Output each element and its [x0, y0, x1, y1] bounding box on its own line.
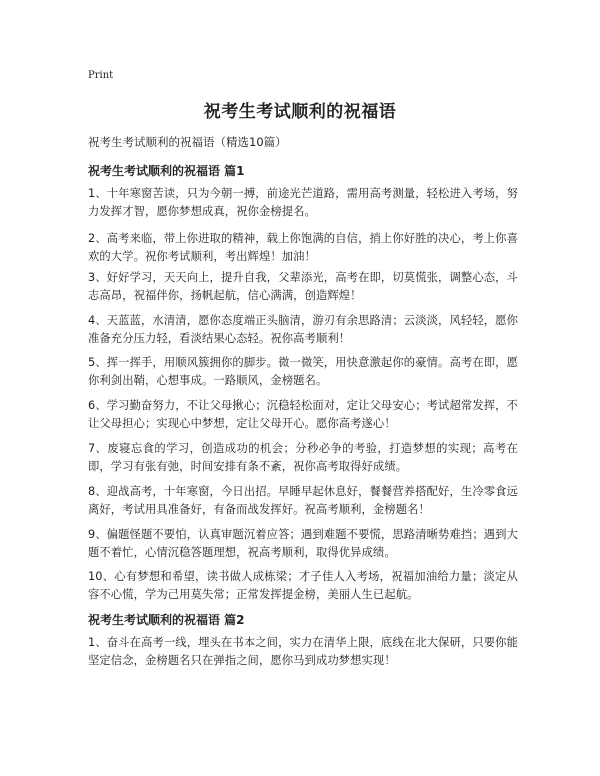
- print-link[interactable]: Print: [88, 70, 114, 81]
- paragraph: 7、废寝忘食的学习，创造成功的机会；分秒必争的考验，打造梦想的实现；高考在即，学习有张有弛，时间安排有条不紊，祝你高考取得好成绩。: [88, 442, 518, 473]
- paragraph: 6、学习勤奋努力，不让父母揪心；沉稳轻松面对，定让父母安心；考试超常发挥，不让父母担心；实现心中梦想，定让父母开心。愿你高考遂心！: [88, 399, 518, 430]
- paragraph: 8、迎战高考，十年寒窗，今日出招。早睡早起休息好，餐餐营养搭配好，生冷零食远离好，考试用具准备好，有备而战发挥好。祝高考顺利，金榜题名！: [88, 485, 518, 516]
- paragraph: 5、挥一挥手，用顺风簇拥你的脚步。微一微笑，用快意激起你的豪情。高考在即，愿你利剑出鞘，心想事成。一路顺风，金榜题名。: [88, 356, 518, 387]
- paragraph: 9、偏题怪题不要怕，认真审题沉着应答；遇到难题不要慌，思路清晰势难挡；遇到大题不着忙，心情沉稳答题理想，祝高考顺利，取得优异成绩。: [88, 528, 518, 559]
- section-heading-2: 祝考生考试顺利的祝福语 篇2: [88, 613, 245, 627]
- paragraph: 1、奋斗在高考一线，埋头在书本之间，实力在清华上限，底线在北大保研，只要你能坚定信念，金榜题名只在弹指之间，愿你马到成功梦想实现！: [88, 636, 518, 667]
- document-subtitle: 祝考生考试顺利的祝福语（精选10篇）: [88, 135, 287, 149]
- paragraph: 2、高考来临，带上你进取的精神，载上你饱满的自信，捎上你好胜的决心，考上你喜欢的大学。祝你考试顺利，考出辉煌！加油！: [88, 232, 518, 263]
- page-title: 祝考生考试顺利的祝福语: [203, 102, 397, 122]
- paragraph: 3、好好学习，天天向上，提升自我，父辈添光，高考在即，切莫慌张，调整心态，斗志高昂，祝福伴你，扬帆起航，信心满满，创造辉煌！: [88, 271, 518, 302]
- paragraph: 4、天蓝蓝，水清清，愿你态度端正头脑清，游刃有余思路清；云淡淡，风轻轻，愿你准备充分压力轻，看淡结果心态轻。祝你高考顺利！: [88, 314, 518, 345]
- section-heading-1: 祝考生考试顺利的祝福语 篇1: [88, 164, 245, 178]
- paragraph: 1、十年寒窗苦读，只为今朝一搏，前途光芒道路，需用高考测量，轻松进入考场，努力发挥才智，愿你梦想成真，祝你金榜提名。: [88, 187, 518, 218]
- paragraph: 10、心有梦想和希望，读书做人成栋梁；才子佳人入考场，祝福加油给力量；淡定从容不心慌，学为己用莫失常；正常发挥提金榜，美丽人生已起航。: [88, 570, 518, 601]
